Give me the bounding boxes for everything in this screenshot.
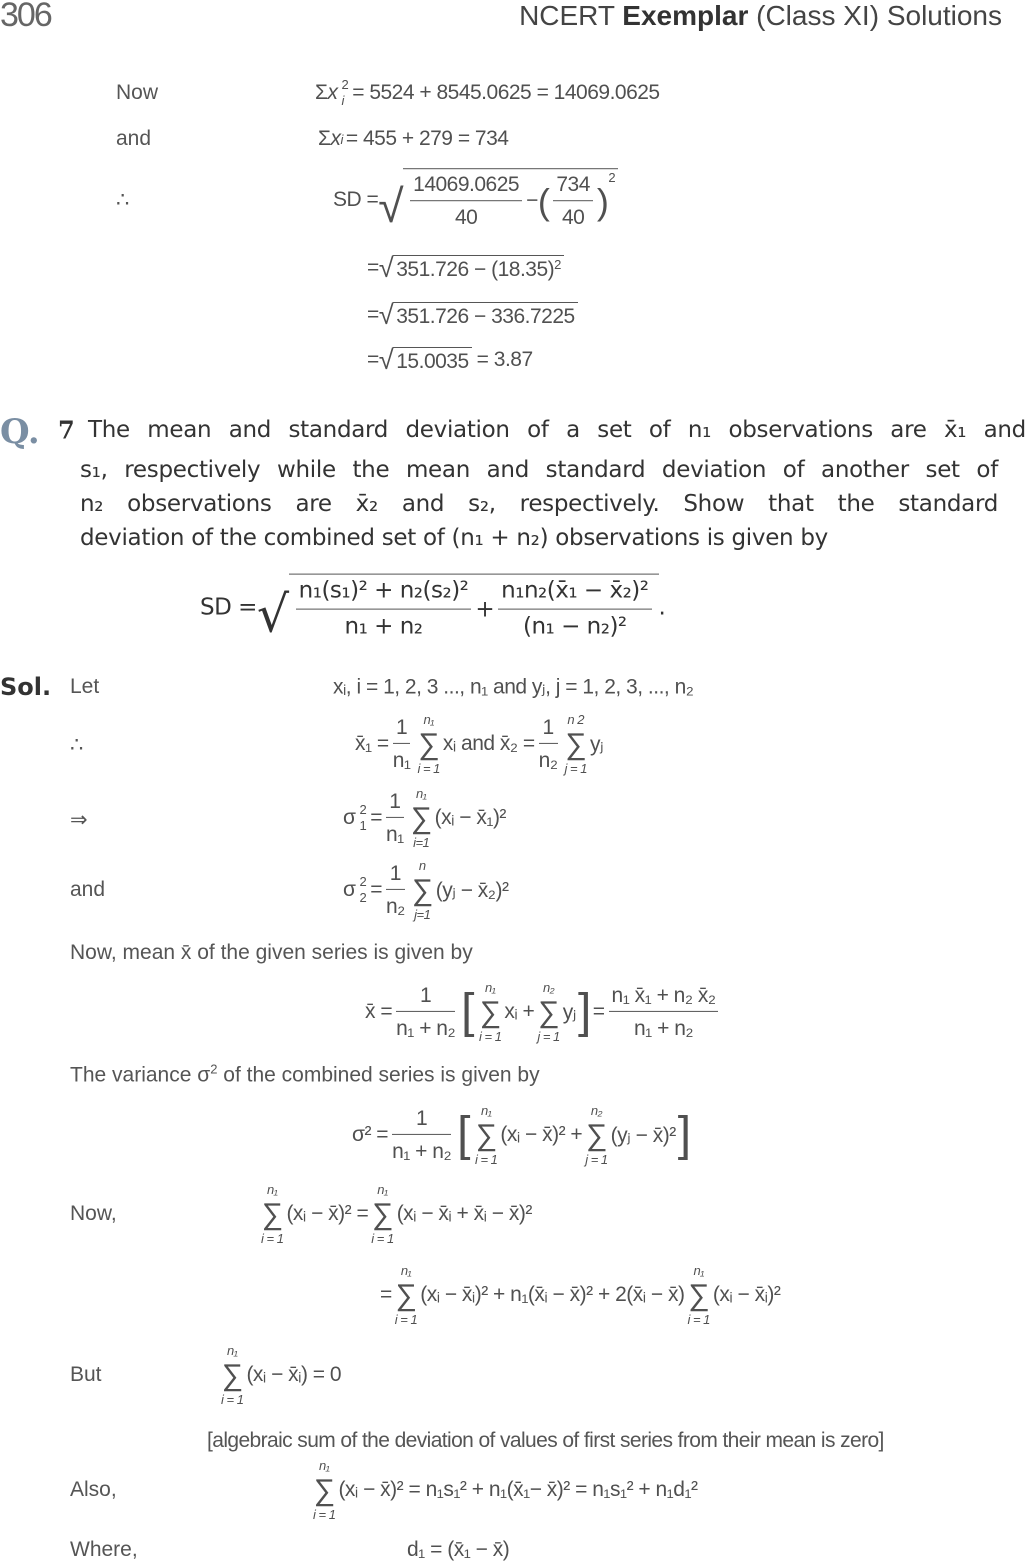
sigma-icon: ∑ <box>261 1197 283 1231</box>
lower-limit: j = 1 <box>564 760 587 776</box>
sigma-icon: ∑ <box>372 1197 393 1231</box>
sub: i <box>340 131 343 147</box>
paren: ( <box>537 180 550 222</box>
let-def: xᵢ, i = 1, 2, 3 ..., n₁ and yⱼ, j = 1, 2, 3, ..., n₂ <box>333 675 694 699</box>
question-line: n₂ observations are x̄₂ and s₂, respectively. Show that the standard <box>80 491 998 517</box>
bracket: ] <box>577 984 591 1038</box>
sigma-icon: ∑ <box>585 1118 607 1152</box>
sigma: Σ <box>318 127 331 150</box>
upper-limit: n 2 <box>567 711 584 727</box>
therefore-symbol: ∴ <box>70 733 84 757</box>
numerator: n₁ x̄₁ + n₂ x̄₂ <box>609 982 719 1012</box>
sigma-icon: ∑ <box>411 873 433 907</box>
numerator: 1 <box>386 860 405 890</box>
upper-limit: n₁ <box>400 1262 412 1278</box>
label-where: Where, <box>70 1538 138 1561</box>
text: of the combined series is given by <box>217 1063 540 1087</box>
denominator: n₁ + n₂ <box>634 1017 694 1040</box>
label-and: and <box>116 127 152 150</box>
sd-step-2 <box>367 300 578 330</box>
variance-intro <box>70 1063 540 1088</box>
denominator: n₂ <box>538 749 558 772</box>
lower-limit: j=1 <box>414 906 431 922</box>
combined-variance-eq <box>352 1103 693 1167</box>
denominator: n₁ + n₂ <box>396 1017 456 1040</box>
question-line: deviation of the combined set of (n₁ + n₂) observations is given by <box>80 525 828 551</box>
sigma: Σ <box>315 81 328 104</box>
upper-limit: n₁ <box>267 1181 278 1197</box>
expr: (yⱼ − x̄)² <box>610 1123 676 1147</box>
exp: 2 <box>341 76 349 92</box>
bracket: [ <box>461 984 474 1038</box>
sd-label: SD = <box>333 188 379 211</box>
denominator: 40 <box>454 206 478 230</box>
solution-label: Sol. <box>0 673 52 701</box>
sigma-icon: ∑ <box>538 995 559 1029</box>
expr: x̄ = <box>365 1000 393 1023</box>
title-part: (Class XI) Solutions <box>748 0 1002 31</box>
upper-limit: n <box>418 857 426 873</box>
zero-sum-eq <box>218 1343 341 1407</box>
lower-limit: i = 1 <box>313 1506 336 1522</box>
expr: 15.0035 <box>396 349 469 373</box>
sigma-icon: ∑ <box>475 1118 497 1152</box>
also-eq <box>310 1458 698 1522</box>
numerator: 734 <box>553 171 593 201</box>
title-bold: Exemplar <box>622 0 749 31</box>
op: − <box>526 189 538 213</box>
lower-limit: i = 1 <box>417 760 440 776</box>
expr: yⱼ <box>562 1000 576 1024</box>
eq: = <box>380 1283 392 1306</box>
sub: i <box>341 93 344 108</box>
eq: = <box>367 302 379 326</box>
label-and: and <box>70 878 106 901</box>
sum-eq <box>318 127 508 151</box>
sd-eq <box>333 168 618 232</box>
expr: (xᵢ − x̄₁)² <box>434 806 506 829</box>
expr: 351.726 − (18.35) <box>396 257 555 281</box>
eq: = <box>370 806 382 829</box>
sub: 2 <box>359 890 367 905</box>
expr: xᵢ and x̄₂ = <box>442 732 535 755</box>
bracket-note: [algebraic sum of the deviation of values of first series from their mean is zero] <box>207 1429 884 1452</box>
numerator: 14069.0625 <box>410 171 522 201</box>
radical-icon: √ <box>378 343 394 375</box>
expr: = 5524 + 8545.0625 = 14069.0625 <box>352 81 660 104</box>
sigma-icon: ∑ <box>410 801 432 835</box>
upper-limit: n₁ <box>377 1181 388 1197</box>
numerator: n₁n₂(x̄₁ − x̄₂)² <box>498 577 651 610</box>
expr: (xᵢ − x̄ᵢ) = 0 <box>246 1363 342 1386</box>
numerator: 1 <box>392 1105 451 1135</box>
means-def <box>355 712 603 776</box>
expr: xᵢ + <box>504 1000 535 1023</box>
exp: 2 <box>554 256 561 272</box>
expr: (yⱼ − x̄₂)² <box>435 878 509 902</box>
denominator: n₂ <box>385 895 405 918</box>
expr: yⱼ <box>589 732 604 756</box>
exp: 2 <box>608 170 616 186</box>
var: x <box>330 127 341 150</box>
expr: (xᵢ − x̄ᵢ)² <box>712 1283 781 1306</box>
sigma-icon: ∑ <box>418 727 440 761</box>
upper-limit: n₂ <box>590 1102 602 1118</box>
expr: (xᵢ − x̄)² + <box>500 1123 583 1146</box>
sub: 1 <box>359 818 367 833</box>
radical-icon: √ <box>378 251 394 283</box>
sd-step-3 <box>367 345 533 375</box>
page-number: 306 <box>0 0 51 34</box>
exp: 2 <box>359 873 367 889</box>
denominator: n₁ + n₂ <box>344 613 423 640</box>
expr: = 455 + 279 = 734 <box>345 127 509 150</box>
sigma-icon: ∑ <box>479 995 501 1029</box>
title-part: NCERT <box>519 0 623 31</box>
expr: σ² = <box>352 1123 389 1146</box>
upper-limit: n₁ <box>416 785 427 801</box>
radical-icon: √ <box>378 179 404 232</box>
sigma-var: σ <box>343 878 356 901</box>
implies-symbol: ⇒ <box>70 808 88 832</box>
op: + <box>475 596 495 623</box>
bracket: ] <box>677 1107 691 1161</box>
sigma-icon: ∑ <box>688 1278 710 1312</box>
eq: = <box>592 1000 605 1023</box>
variance-1 <box>343 786 506 850</box>
radical-icon: √ <box>378 298 394 330</box>
bracket: [ <box>457 1107 470 1161</box>
radical-icon: √ <box>256 584 289 644</box>
expr: (xᵢ − x̄)² = <box>286 1202 369 1225</box>
eq: = <box>370 878 382 901</box>
sqrt <box>378 168 618 232</box>
therefore-symbol: ∴ <box>116 188 130 212</box>
sigma-icon: ∑ <box>395 1278 417 1312</box>
sigma-icon: ∑ <box>565 727 587 761</box>
eq: = <box>367 255 379 279</box>
lower-limit: i = 1 <box>394 1311 418 1327</box>
upper-limit: n₁ <box>319 1457 330 1473</box>
numerator: 1 <box>539 714 558 744</box>
expr: x̄₁ = <box>355 732 389 755</box>
lower-limit: i=1 <box>413 834 430 850</box>
label-now: Now <box>116 81 159 104</box>
exp: 2 <box>359 801 367 817</box>
expr: (xᵢ − x̄ᵢ + x̄ᵢ − x̄)² <box>396 1202 532 1225</box>
sigma-icon: ∑ <box>313 1473 335 1507</box>
sigma-var: σ <box>343 806 356 829</box>
lower-limit: i = 1 <box>221 1391 244 1407</box>
sd-label: SD = <box>200 595 257 621</box>
upper-limit: n₂ <box>542 979 555 995</box>
var: x <box>327 81 338 104</box>
paren: ) <box>596 180 609 222</box>
upper-limit: n₁ <box>480 1102 492 1118</box>
lower-limit: i = 1 <box>478 1028 502 1044</box>
upper-limit: n₁ <box>227 1342 238 1358</box>
sum-squares-eq <box>315 77 660 110</box>
sd-step-1 <box>367 253 564 283</box>
label-let: Let <box>70 675 100 698</box>
denominator: n₁ <box>392 749 411 772</box>
numerator: n₁(s₁)² + n₂(s₂)² <box>296 577 472 610</box>
mean-intro: Now, mean x̄ of the given series is given by <box>70 941 473 964</box>
denominator: n₁ + n₂ <box>392 1140 452 1163</box>
expr: (xᵢ − x̄)² = n₁s₁² + n₁(x̄₁− x̄)² = n₁s₁² + n₁d₁² <box>338 1478 698 1501</box>
label-also: Also, <box>70 1478 117 1501</box>
lower-limit: i = 1 <box>371 1230 394 1246</box>
lower-limit: i = 1 <box>474 1151 498 1167</box>
question-number: 7 <box>58 415 75 445</box>
upper-limit: n₁ <box>693 1262 704 1278</box>
question-line: The mean and standard deviation of a set of n₁ observations are x̄₁ and <box>88 417 1026 443</box>
book-title <box>519 0 1002 32</box>
lower-limit: j = 1 <box>537 1028 560 1044</box>
question-marker: Q. <box>0 412 40 452</box>
eq: = <box>367 347 379 371</box>
text: The variance σ <box>70 1063 211 1087</box>
combined-mean-eq <box>365 980 722 1044</box>
label-now: Now, <box>70 1202 117 1225</box>
result: = 3.87 <box>476 347 533 371</box>
numerator: 1 <box>393 714 411 744</box>
lower-limit: j = 1 <box>585 1151 608 1167</box>
denominator: n₁ <box>385 823 404 846</box>
expr: 351.726 − 336.7225 <box>396 304 575 328</box>
d1-def: d₁ = (x̄₁ − x̄) <box>407 1538 510 1561</box>
question-formula <box>200 574 665 643</box>
numerator: 1 <box>386 788 404 818</box>
denominator: (n₁ − n₂)² <box>523 613 627 640</box>
numerator: 1 <box>396 982 455 1012</box>
expr: (xᵢ − x̄ᵢ)² + n₁(x̄ᵢ − x̄)² + 2(x̄ᵢ − x̄) <box>420 1283 685 1306</box>
upper-limit: n₁ <box>485 979 496 995</box>
expansion-step <box>380 1263 780 1327</box>
question-line: s₁, respectively while the mean and standard deviation of another set of <box>80 457 998 483</box>
lower-limit: i = 1 <box>261 1230 284 1246</box>
exp: 2 <box>210 1061 218 1077</box>
label-but: But <box>70 1363 102 1386</box>
sigma-icon: ∑ <box>221 1358 243 1392</box>
lower-limit: i = 1 <box>687 1311 710 1327</box>
period: . <box>658 595 666 621</box>
denominator: 40 <box>561 206 585 230</box>
variance-2 <box>343 858 508 922</box>
expansion-eq <box>258 1182 532 1246</box>
upper-limit: n₁ <box>423 711 434 727</box>
